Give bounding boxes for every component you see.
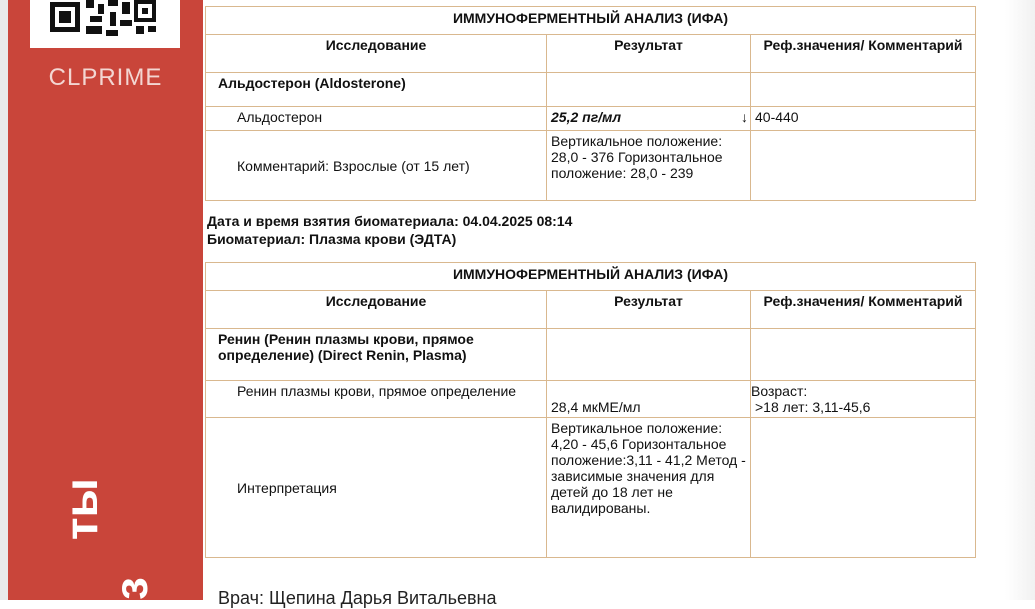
header-study: Исследование (206, 35, 547, 73)
comment-name: Комментарий: Взрослые (от 15 лет) (206, 131, 547, 201)
interpretation-name: Интерпретация (206, 418, 547, 558)
empty-cell (751, 131, 976, 201)
header-study: Исследование (206, 291, 547, 329)
test-name: Альдостерон (206, 107, 547, 131)
header-ref: Реф.значения/ Комментарий (751, 35, 976, 73)
header-result: Результат (547, 35, 751, 73)
page-edge (0, 0, 8, 600)
sidebar (8, 0, 203, 600)
empty-cell (751, 418, 976, 558)
table-title: ИММУНОФЕРМЕНТНЫЙ АНАЛИЗ (ИФА) (206, 263, 976, 291)
doctor-signature-line: Врач: Щепина Дарья Витальевна (218, 588, 497, 608)
vertical-text: ты (55, 478, 107, 540)
header-ref: Реф.значения/ Комментарий (751, 291, 976, 329)
ref-age-range: >18 лет: 3,11-45,6 (755, 399, 871, 415)
collection-info (207, 212, 572, 248)
qr-code-icon (50, 0, 160, 40)
test-name: Ренин плазмы крови, прямое определение (206, 381, 547, 418)
results-table-aldosterone (205, 6, 976, 201)
result-value: 25,2 пг/мл (551, 109, 622, 125)
biomaterial: Биоматериал: Плазма крови (ЭДТА) (207, 231, 457, 247)
test-result: 28,4 мкМЕ/мл (547, 381, 751, 418)
test-ref (751, 381, 976, 418)
test-ref: 40-440 (751, 107, 976, 131)
empty-cell (751, 329, 976, 381)
results-table-renin (205, 262, 976, 558)
right-margin (1005, 0, 1035, 600)
brand-name: CLPRIME (48, 64, 163, 91)
comment-result: Вертикальное положение: 28,0 - 376 Горизонтальное положение: 28,0 - 239 (547, 131, 751, 201)
empty-cell (547, 73, 751, 107)
header-result: Результат (547, 291, 751, 329)
vertical-text-2: з (105, 577, 157, 600)
collection-date: Дата и время взятия биоматериала: 04.04.2025 08:14 (207, 213, 573, 229)
low-flag-icon: ↓ (741, 109, 748, 125)
table-title: ИММУНОФЕРМЕНТНЫЙ АНАЛИЗ (ИФА) (206, 7, 976, 35)
qr-code (30, 0, 180, 48)
empty-cell (547, 329, 751, 381)
section-aldosterone: Альдостерон (Aldosterone) (206, 73, 547, 107)
ref-age-label: Возраст: (751, 383, 808, 399)
interpretation-result: Вертикальное положение: 4,20 - 45,6 Горизонтальное положение:3,11 - 41,2 Метод - зависимые значения для детей до 18 лет не валидированы. (547, 418, 751, 558)
section-renin: Ренин (Ренин плазмы крови, прямое определение) (Direct Renin, Plasma) (206, 329, 547, 381)
empty-cell (751, 73, 976, 107)
test-result (547, 107, 751, 131)
